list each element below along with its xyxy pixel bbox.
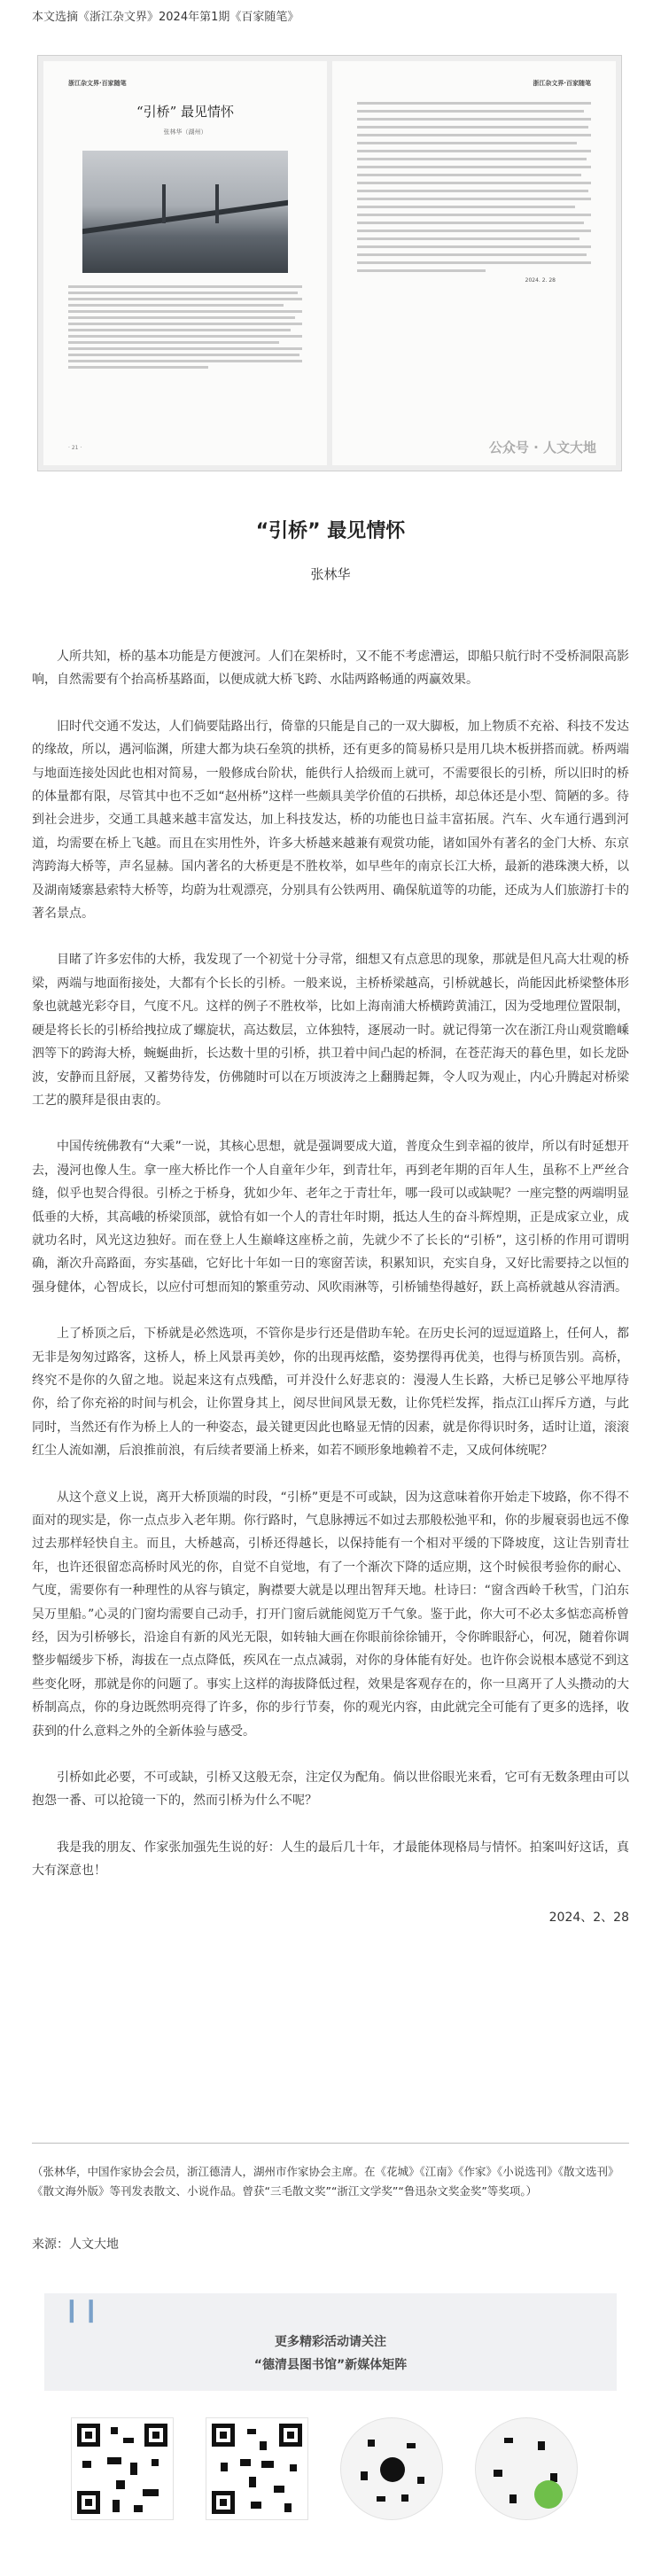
video-channel-qr-icon[interactable] [475, 2417, 578, 2520]
magazine-page-number: · 21 · [68, 445, 82, 451]
promo-banner [44, 2293, 617, 2391]
magazine-right-page [332, 61, 616, 465]
qr-code-row [71, 2417, 603, 2541]
source-line: 本文选摘《浙江杂文界》2024年第1期《百家随笔》 [32, 11, 299, 24]
bridge-tower [162, 184, 166, 223]
paragraph: 目睹了许多宏伟的大桥，我发现了一个初觉十分寻常，细想又有点意思的现象，那就是但凡高大壮观的桥梁，两端与地面衔接处，大都有个长长的引桥。一般来说，主桥桥梁越高，引桥就越长，尚能因此桥梁整体形象也就越光彩夺目，气度不凡。这样的例子不胜枚举，比如上海南浦大桥横跨黄浦江，因为受地理位置限制，硬是将长长的引桥给拽拉成了螺旋状，高达数层，立体独特，逐展动一时。就记得第一次在浙江舟山观赏瞻嵊泗等下的跨海大桥，蜿蜒曲折，长达数十里的引桥，拱卫着中间凸起的桥洞，在苍茫海天的暮色里，如长龙卧波，安静而且舒展，又蓄势待发，仿佛随时可以在万顷波涛之上翻腾起舞，令人叹为观止，内心升腾起对桥梁工艺的膜拜是很由衷的。 [32, 953, 629, 1108]
article-title: “引桥” 最见情怀 [255, 520, 406, 542]
source-credit: 来源：人文大地 [32, 2237, 119, 2252]
bridge-deck [82, 200, 288, 235]
paragraph: 引桥如此必要，不可或缺，引桥又这般无奈，注定仅为配角。倘以世俗眼光来看，它可有无数条理由可以抱怨一番、可以抢镜一下的，然而引桥为什么不呢？ [32, 1771, 629, 1809]
paragraph: 从这个意义上说，离开大桥顶端的时段，“引桥”更是不可或缺，因为这意味着你开始走下坡路，你不得不面对的现实是，你一点点步入老年期。你行路时，气息脉搏远不如过去那般松弛平和，你的步履衰弱也远不像过去那样轻快自主。而且，大桥越高，引桥还得越长，以保持能有一个相对平缓的下降坡度，这让告别青壮年，也许还很留恋高桥时风光的你，自觉不自觉地，有了一个渐次下降的适应期，这个时候很考验你的耐心、气度，需要你有一种理性的从容与镇定，胸襟要大就是以理出智拜天地。杜诗曰：“窗含西岭千秋雪，门泊东吴万里船。”心灵的门窗均需要自己动手，打开门窗后就能阅览万千气象。鉴于此，你大可不必太多惦恋高桥曾经，因为引桥够长，沿途自有新的风光无限，如转轴大画在你眼前徐徐铺开，令你眸眼舒心，何况，随着你调整步幅缓步下桥，海拔在一点点降低，疾风在一点点减弱，对你的身体能有好处。也许你会说根本感觉不到这些变化呀，那就是你的问题了。事实上这样的海拔降低过程，效果是客观存在的，你一旦离开了人头攒动的大桥制高点，你的身边既然明亮得了许多，你的步行节奏，你的观光内容，由此就完全可能有了更多的选择，收获到的什么意料之外的全新体验与感受。 [32, 1490, 629, 1739]
paragraph: 旧时代交通不发达，人们倘要陆路出行，倚靠的只能是自己的一双大脚板，加上物质不充裕、科技不发达的缘故，所以，遇河临渊，所建大都为块石垒筑的拱桥，还有更多的简易桥只是用几块木板拼搭而就。桥两端与地面连接处因此也相对简易，一般修成台阶状，能供行人拾级而上就可，不需要很长的引桥，所以旧时的桥的体量都有限，尽管其中也不乏如“赵州桥”这样一些颇具美学价值的石拱桥，却总体还是小型、简陋的多。待到社会进步，交通工具越来越丰富发达，加上科技发达，桥的功能也日益丰富拓展。汽车、火车通行遇到河道，均需要在桥上飞越。而且在实用性外，许多大桥越来越兼有观赏功能，诸如国外有著名的金门大桥、东京湾跨海大桥等，声名显赫。国内著名的大桥更是不胜枚举，如早些年的南京长江大桥，最新的港珠澳大桥，以及湖南矮寨悬索特大桥等，均蔚为壮观漂亮，分别具有公铁两用、确保航道等的功能，还成为人们旅游打卡的著名景点。 [32, 719, 629, 922]
article-author: 张林华 [310, 566, 351, 582]
divider [32, 2143, 629, 2144]
bridge-photo [82, 151, 288, 273]
paragraph: 上了桥顶之后，下桥就是必然选项，不管你是步行还是借助车轮。在历史长河的逗逗道路上，任何人，都无非是匆匆过路客，这桥人，桥上风景再美妙，你的出现再炫酷，姿势摆得再优美，也得与桥顶告别。高桥，终究不是你的久留之地。说起来这有点残酷，可并没什么好悲哀的：漫漫人生长路，大桥已足够公平地厚待你，给了你充裕的时间与机会，让你置身其上，阅尽世间风景无数，让你凭栏发挥，指点江山挥斥方遒，与此同时，当然还有作为桥上人的一种姿态，最关键更因此也略显无情的因素，就是你得识时务，适时让道，滚滚红尘人流如潮，后浪推前浪，有后续者要涌上桥来，如若不顾形象地赖着不走，又成何体统呢？ [32, 1327, 629, 1459]
paragraph: 我是我的朋友、作家张加强先生说的好：人生的最后几十年，才最能体现格局与情怀。拍案叫好这话，真大有深意也！ [32, 1840, 629, 1879]
watermark: 公众号 · 人文大地 [488, 440, 596, 455]
magazine-left-text-block [68, 285, 302, 369]
video-channel-logo-icon [534, 2480, 563, 2509]
promo-line-1: 更多精彩活动请关注 [275, 2335, 386, 2349]
douyin-qr-icon[interactable] [340, 2417, 443, 2520]
author-bio: （张林华，中国作家协会会员，浙江德清人，湖州市作家协会主席。在《花城》《江南》《作家》《小说选刊》《散文选刊》《散文海外版》等刊发表散文、小说作品。曾获“三毛散文奖”“浙江文学奖”“鲁迅杂文奖金奖”等奖项。） [32, 2165, 619, 2198]
promo-line-2: “德清县图书馆”新媒体矩阵 [253, 2358, 408, 2372]
magazine-left-header: 浙江杂文界·百家随笔 [68, 80, 127, 87]
magazine-article-author: 张林华（湖州） [163, 128, 207, 136]
magazine-right-header: 浙江杂文界·百家随笔 [533, 80, 591, 87]
magazine-spread-image[interactable] [37, 55, 622, 471]
paragraph: 中国传统佛教有“大乘”一说，其核心思想，就是强调要成大道，普度众生到幸福的彼岸，所以有时延想开去，漫河也像人生。拿一座大桥比作一个人自童年少年，到青壮年，再到老年期的百年人生，虽称不上严丝合缝，似乎也契合得很。引桥之于桥身，犹如少年、老年之于青壮年，哪一段可以或缺呢？一座完整的两端明显低垂的大桥，其高峨的桥梁顶部，就恰有如一个人的青壮年时期，抵达人生的奋斗辉煌期，正是成家立业，成就功名时，风光这边独好。而在登上人生巅峰这座桥之前，先就少不了长长的“引桥”，这引桥的作用可谓明确，渐次升高路面，夯实基础，它好比十年如一日的寒窗苦读，积累知识，充实自身，又好比需要持之以恒的强身健体，心智成长，以应付可想而知的繁重劳动、风吹雨淋等，引桥铺垫得越好，跃上高桥就越从容清洒。 [32, 1140, 629, 1295]
magazine-date: 2024. 2. 28 [525, 277, 556, 284]
service-account-qr-icon[interactable] [206, 2417, 308, 2520]
article-date: 2024、2、28 [548, 1910, 629, 1925]
douyin-logo-icon [380, 2457, 405, 2482]
magazine-article-title: “引桥” 最见情怀 [136, 104, 235, 120]
bridge-tower [215, 184, 219, 223]
magazine-left-page [43, 61, 327, 465]
article-body [32, 645, 629, 1949]
magazine-right-text-block [357, 102, 591, 272]
wechat-official-account-qr-icon[interactable] [71, 2417, 174, 2520]
paragraph: 人所共知，桥的基本功能是方便渡河。人们在架桥时，又不能不考虑漕运，即船只航行时不受桥洞限高影响，自然需要有个抬高桥基路面，以便成就大桥飞跨、水陆两路畅通的两赢效果。 [32, 650, 629, 688]
quote-icon: ❙❙ [62, 2297, 101, 2323]
